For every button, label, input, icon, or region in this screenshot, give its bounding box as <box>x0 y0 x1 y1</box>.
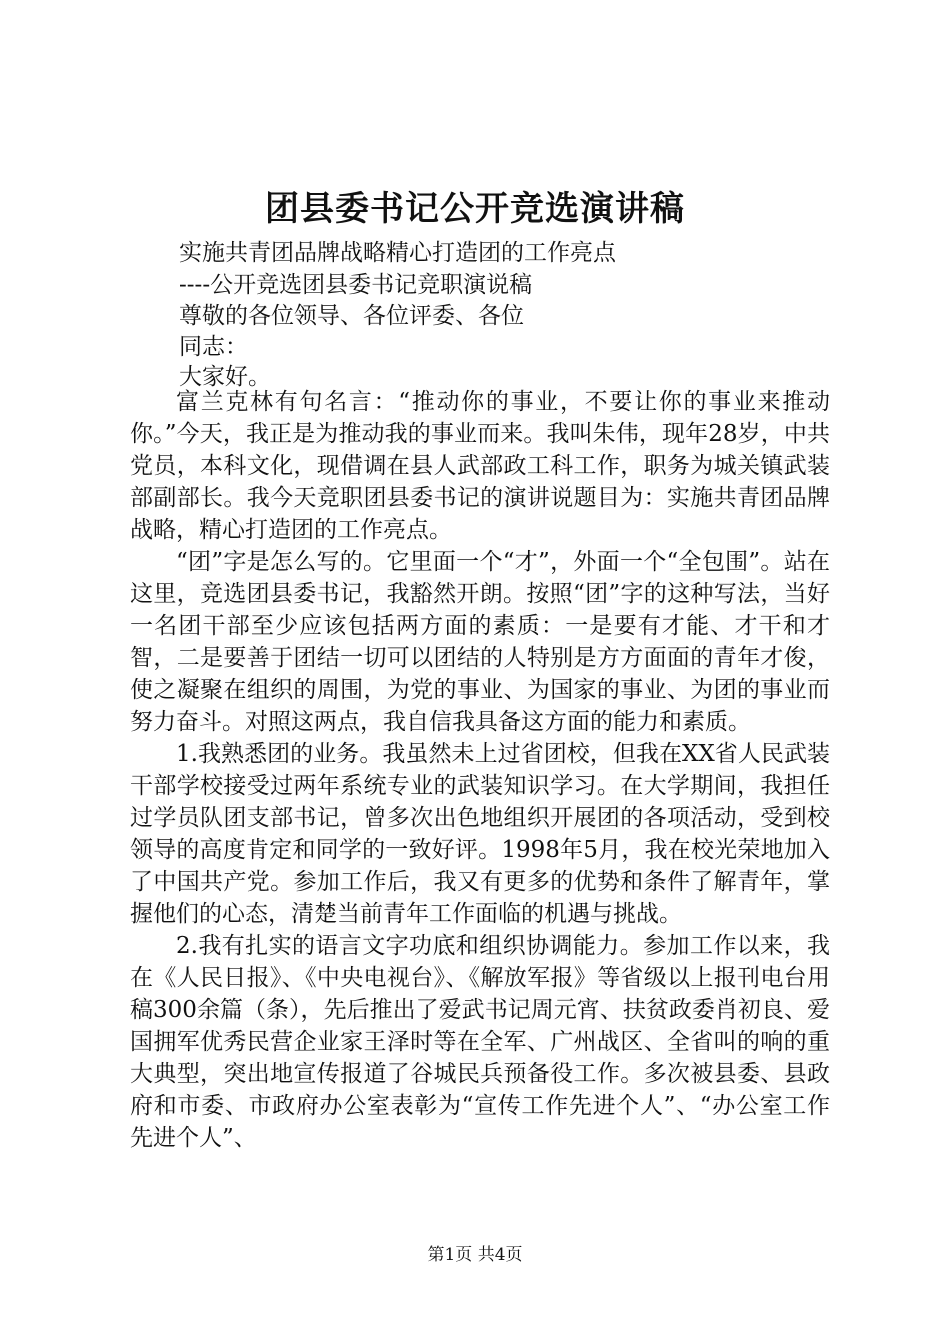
subtitle-dash-line: ----公开竞选团县委书记竞职演说稿 <box>179 272 533 298</box>
body-paragraph: 2.我有扎实的语言文字功底和组织协调能力。参加工作以来，我在《人民日报》、《中央电视台》、《解放军报》等省级以上报刊电台用稿300余篇（条），先后推出了爱武书记周元宵、扶贫政委肖初良、爱国拥军优秀民营企业家王泽时等在全军、广州战区、全省叫的响的重大典型，突出地宣传报道了谷城民兵预备役工作。多次被县委、县政府和市委、市政府办公室表彰为“宣传工作先进个人”、“办公室工作先进个人”、 <box>130 933 830 1151</box>
body-paragraph: 富兰克林有句名言：“推动你的事业，不要让你的事业来推动你。”今天，我正是为推动我的事业而来。我叫朱伟，现年28岁，中共党员，本科文化，现借调在县人武部政工科工作，职务为城关镇武装部副部长。我今天竞职团县委书记的演讲说题目为：实施共青团品牌战略，精心打造团的工作亮点。 <box>130 389 830 543</box>
body-paragraph: “团”字是怎么写的。它里面一个“才”，外面一个“全包围”。站在这里，竞选团县委书记，我豁然开朗。按照“团”字的这种写法，当好一名团干部至少应该包括两方面的素质：一是要有才能、才干和才智，二是要善于团结一切可以团结的人特别是方方面面的青年才俊，使之凝聚在组织的周围，为党的事业、为国家的事业、为团的事业而努力奋斗。对照这两点，我自信我具备这方面的能力和素质。 <box>130 549 830 735</box>
salutation-line: 尊敬的各位领导、各位评委、各位 <box>179 303 524 329</box>
greeting-line: 大家好。 <box>179 364 271 390</box>
document-title: 团县委书记公开竞选演讲稿 <box>265 189 685 229</box>
salutation-continuation: 同志： <box>179 334 248 360</box>
body-paragraph: 1.我熟悉团的业务。我虽然未上过省团校，但我在XX省人民武装干部学校接受过两年系统专业的武装知识学习。在大学期间，我担任过学员队团支部书记，曾多次出色地组织开展团的各项活动，受到校领导的高度肯定和同学的一致好评。1998年5月，我在校光荣地加入了中国共产党。参加工作后，我又有更多的优势和条件了解青年，掌握他们的心态，清楚当前青年工作面临的机遇与挑战。 <box>130 741 830 927</box>
document-body <box>130 386 830 1154</box>
page-number-footer: 第1页 共4页 <box>427 1245 523 1265</box>
subtitle-line: 实施共青团品牌战略精心打造团的工作亮点 <box>179 240 616 266</box>
